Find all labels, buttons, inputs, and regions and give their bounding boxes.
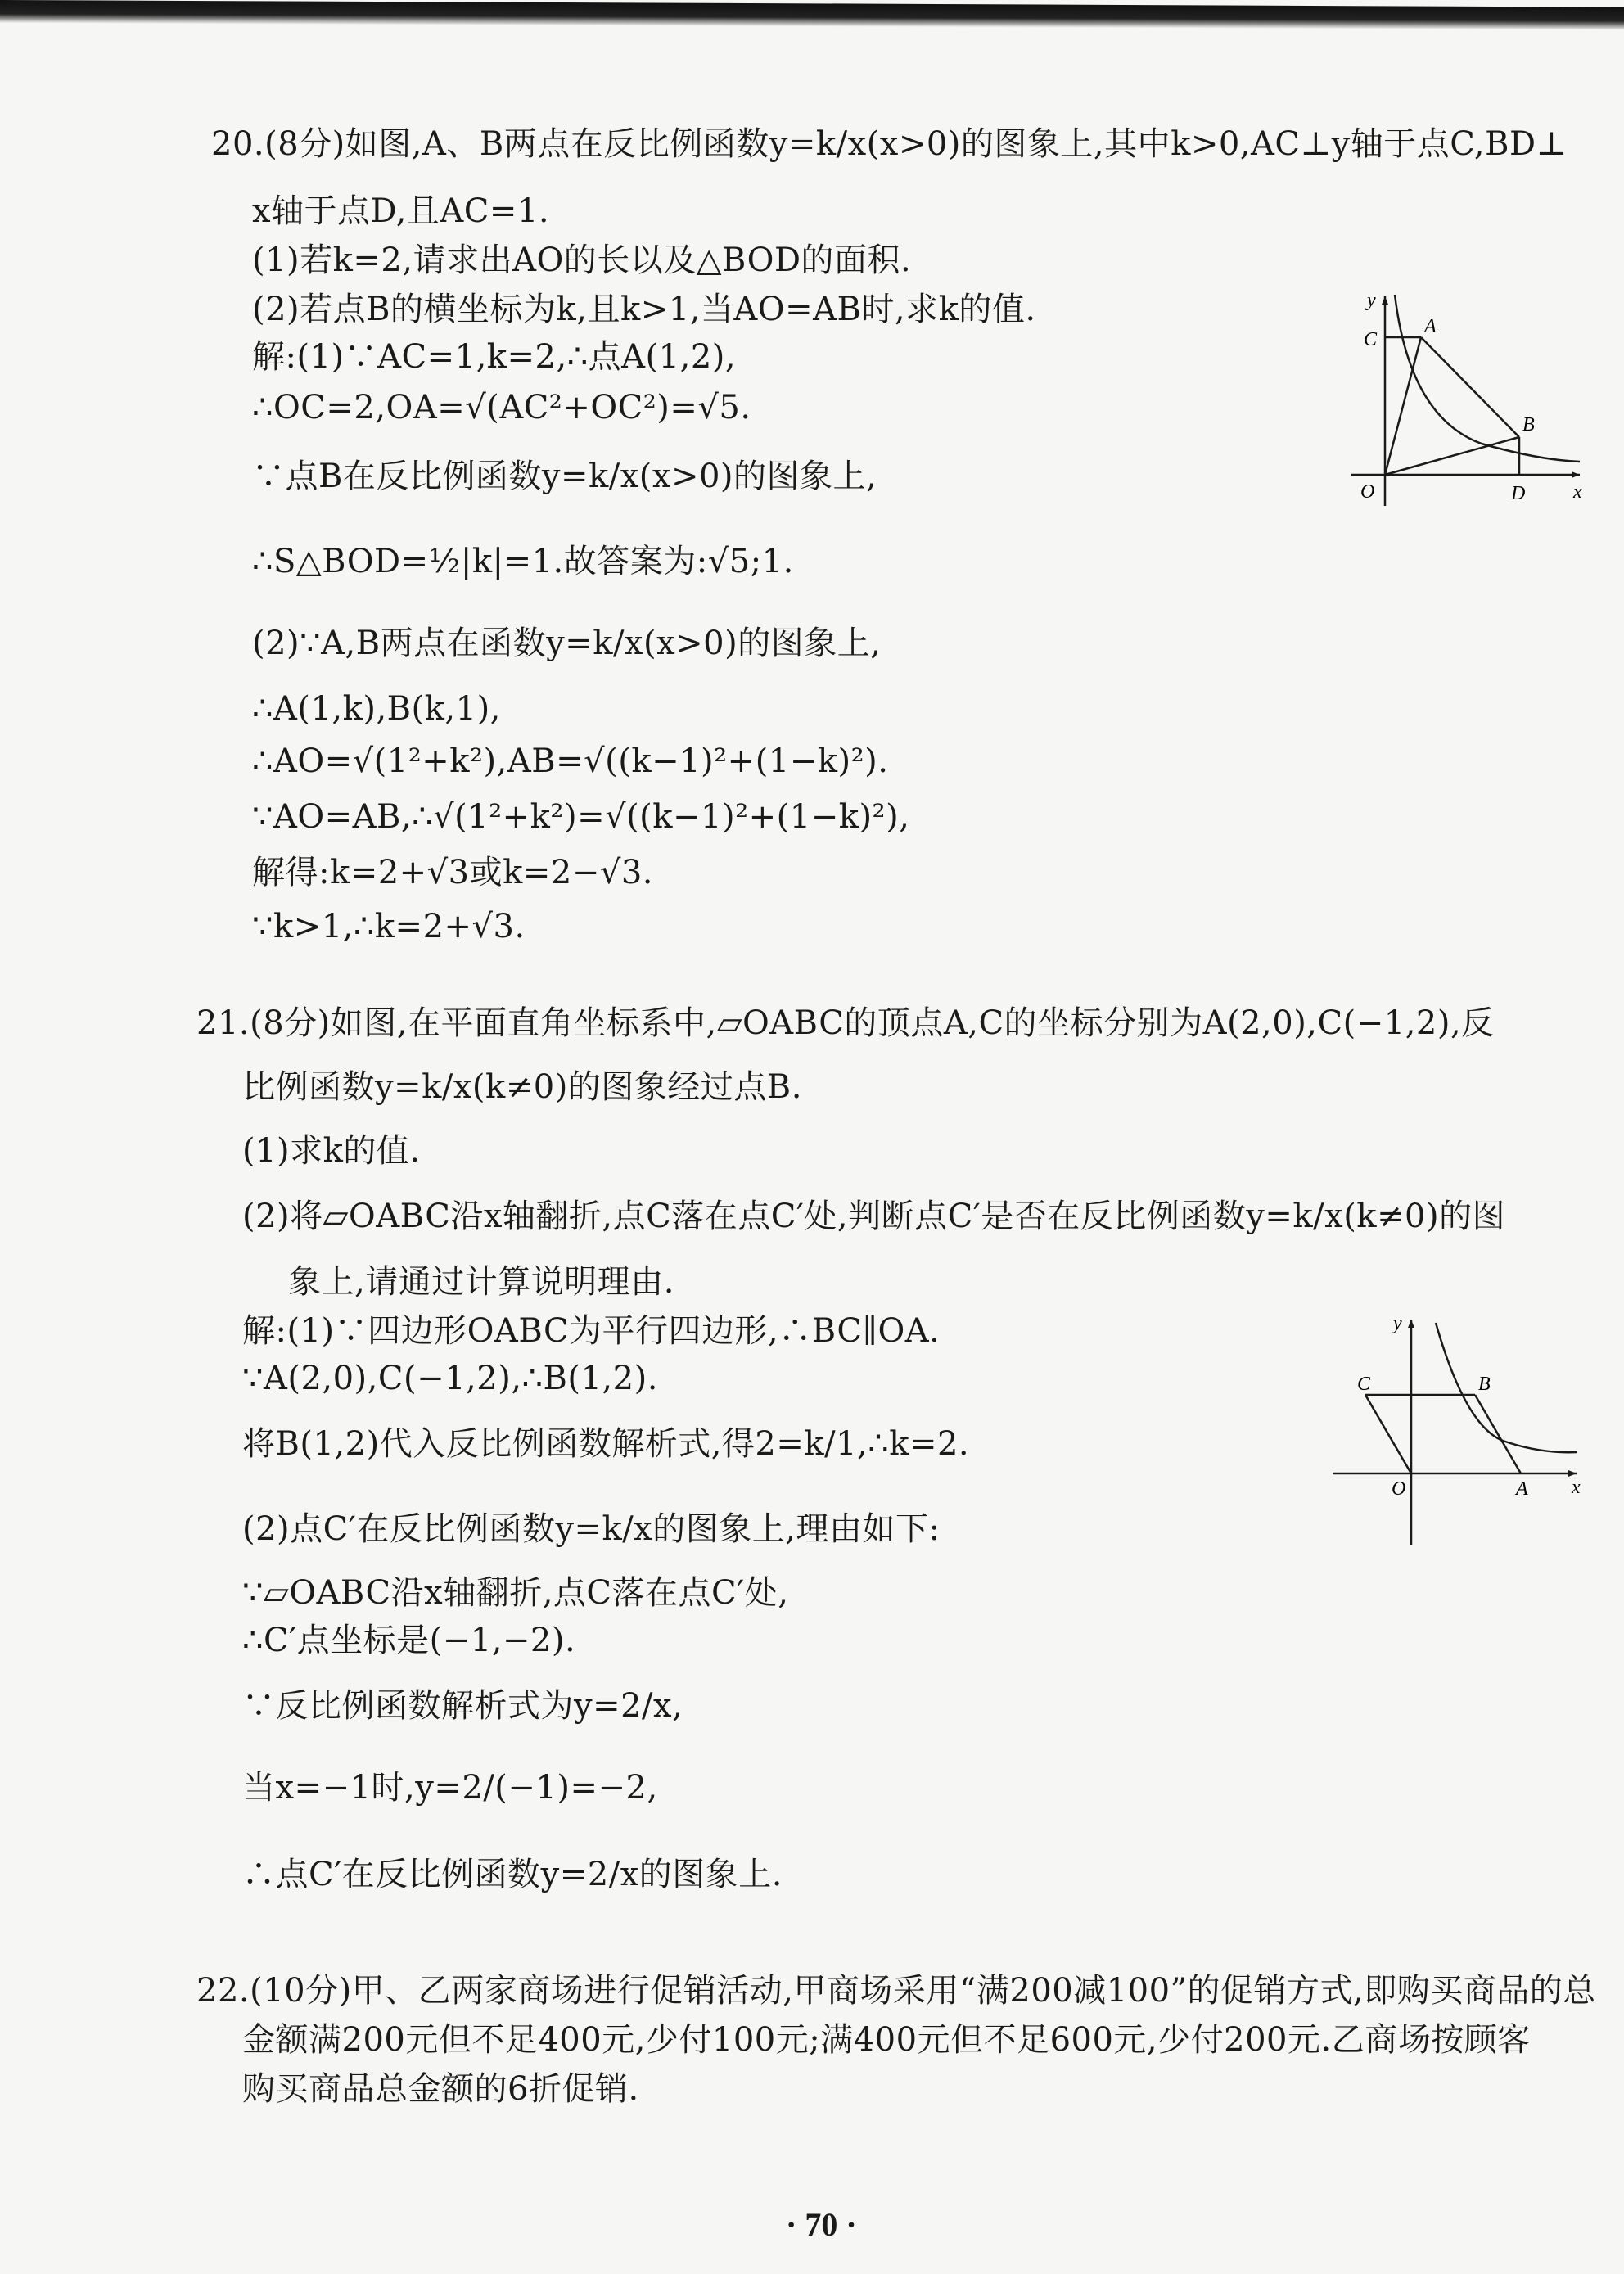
q20-solution-line-7: ∴AO=√(1²+k²),AB=√((k−1)²+(1−k)²). [252, 742, 889, 780]
q21-solution-line-6: ∴C′点坐标是(−1,−2). [242, 1622, 576, 1659]
q20-fig-o-label: O [1360, 481, 1375, 503]
q20-fig-x-label: x [1573, 481, 1582, 503]
q20-solution-line-10: ∵k>1,∴k=2+√3. [252, 908, 526, 945]
page-number: · 70 · [786, 2206, 857, 2243]
q21-solution-line-8: 当x=−1时,y=2/(−1)=−2, [242, 1769, 658, 1807]
q20-stem-line-2: x轴于点D,且AC=1. [252, 192, 550, 230]
q20-fig-d-label: D [1511, 483, 1526, 504]
q20-solution-line-4: ∴S△BOD=½|k|=1.故答案为:√5;1. [252, 543, 794, 580]
q21-solution-line-4: (2)点C′在反比例函数y=k/x的图象上,理由如下: [242, 1510, 941, 1548]
q21-solution-line-1: 解:(1)∵四边形OABC为平行四边形,∴BC∥OA. [242, 1312, 941, 1350]
q20-figure [1342, 287, 1596, 516]
q20-solution-line-5: (2)∵A,B两点在函数y=k/x(x>0)的图象上, [252, 625, 882, 662]
q20-part-1: (1)若k=2,请求出AO的长以及△BOD的面积. [252, 241, 912, 279]
q21-solution-line-2: ∵A(2,0),C(−1,2),∴B(1,2). [242, 1360, 658, 1397]
q21-stem-line-1: 21.(8分)如图,在平面直角坐标系中,▱OABC的顶点A,C的坐标分别为A(2,0),C(−1,2),反 [196, 1004, 1495, 1042]
q20-solution-line-3: ∵点B在反比例函数y=k/x(x>0)的图象上, [252, 458, 877, 495]
q21-fig-a-label: A [1516, 1478, 1528, 1500]
q21-fig-y-label: y [1393, 1313, 1402, 1334]
q22-stem-line-2: 金额满200元但不足400元,少付100元;满400元但不足600元,少付200元.乙商场按顾客 [242, 2021, 1531, 2059]
q21-fig-b-label: B [1478, 1374, 1491, 1395]
q20-fig-a-label: A [1424, 316, 1437, 337]
q20-fig-y-label: y [1367, 290, 1376, 311]
q21-solution-line-5: ∵▱OABC沿x轴翻折,点C落在点C′处, [242, 1574, 789, 1612]
q20-fig-c-label: C [1364, 329, 1378, 350]
q20-solution-line-6: ∴A(1,k),B(k,1), [252, 690, 501, 728]
q20-solution-line-8: ∵AO=AB,∴√(1²+k²)=√((k−1)²+(1−k)²), [252, 798, 910, 836]
q22-stem-line-3: 购买商品总金额的6折促销. [242, 2070, 639, 2108]
q21-figure [1326, 1310, 1588, 1555]
q20-solution-line-1: 解:(1)∵AC=1,k=2,∴点A(1,2), [252, 338, 737, 376]
q21-stem-line-2: 比例函数y=k/x(k≠0)的图象经过点B. [242, 1068, 802, 1106]
q21-part-1: (1)求k的值. [242, 1132, 421, 1170]
q21-solution-line-3: 将B(1,2)代入反比例函数解析式,得2=k/1,∴k=2. [242, 1425, 970, 1463]
q21-part-2-line-1: (2)将▱OABC沿x轴翻折,点C落在点C′处,判断点C′是否在反比例函数y=k/x(k≠0)的图 [242, 1198, 1506, 1235]
q21-solution-line-7: ∵反比例函数解析式为y=2/x, [242, 1687, 683, 1725]
q20-fig-b-label: B [1522, 414, 1535, 435]
q21-part-2-line-2: 象上,请通过计算说明理由. [288, 1263, 674, 1301]
q21-fig-x-label: x [1572, 1477, 1581, 1498]
q21-fig-o-label: O [1392, 1478, 1406, 1500]
q21-solution-line-9: ∴点C′在反比例函数y=2/x的图象上. [242, 1856, 783, 1893]
q22-stem-line-1: 22.(10分)甲、乙两家商场进行促销活动,甲商场采用“满200减100”的促销方式,即购买商品的总 [196, 1972, 1596, 2010]
q21-fig-c-label: C [1357, 1374, 1371, 1395]
q20-part-2: (2)若点B的横坐标为k,且k>1,当AO=AB时,求k的值. [252, 291, 1036, 328]
q20-solution-line-9: 解得:k=2+√3或k=2−√3. [252, 854, 654, 891]
q20-stem-line-1: 20.(8分)如图,A、B两点在反比例函数y=k/x(x>0)的图象上,其中k>0,AC⊥y轴于点C,BD⊥ [211, 125, 1568, 163]
q20-solution-line-2: ∴OC=2,OA=√(AC²+OC²)=√5. [252, 389, 751, 426]
